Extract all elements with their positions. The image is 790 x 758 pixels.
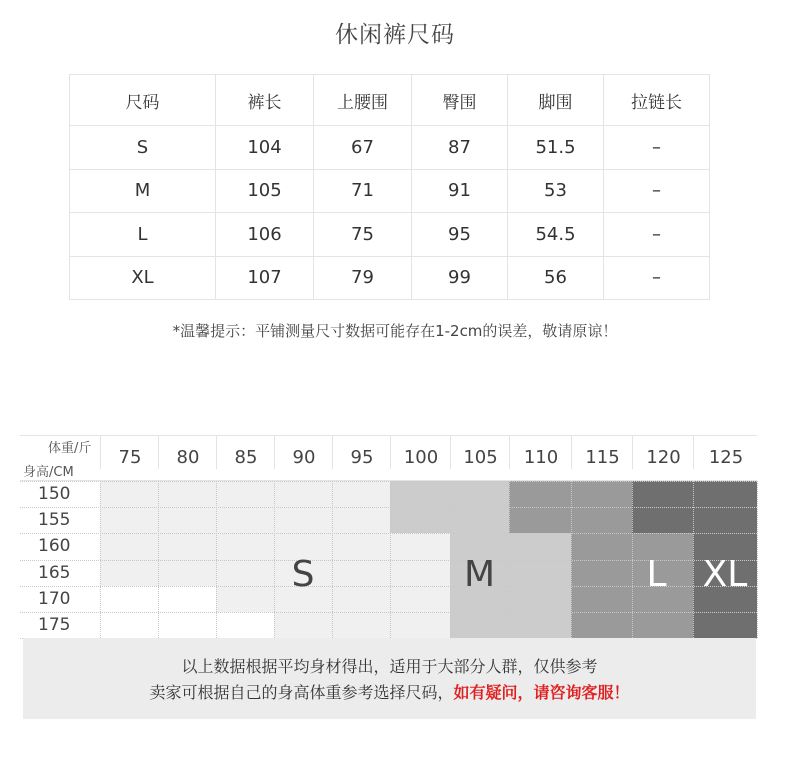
weight-header-95: 95 — [332, 435, 391, 469]
size-table — [69, 74, 710, 300]
table-cell: 95 — [412, 213, 508, 256]
size-label-m: M — [463, 554, 496, 595]
height-axis-label: 身高/CM — [23, 465, 74, 480]
header-waist: 上腰围 — [314, 75, 412, 126]
height-label-175: 175 — [38, 615, 71, 635]
table-cell: 79 — [314, 256, 412, 299]
table-cell: 91 — [412, 169, 508, 212]
table-cell: – — [604, 126, 710, 169]
advice-line-2-text: 卖家可根据自己的身高体重参考选择尺码， — [149, 683, 454, 702]
advice-line-1: 以上数据根据平均身材得出，适用于大部分人群，仅供参考 — [181, 657, 598, 676]
grid-line — [20, 507, 757, 508]
table-cell: 56 — [508, 256, 604, 299]
grid-line — [20, 533, 757, 534]
size-label-s: S — [291, 554, 315, 595]
advice-box — [23, 638, 756, 719]
weight-axis-label: 体重/斤 — [48, 441, 92, 456]
table-cell: M — [70, 169, 216, 212]
table-cell: 51.5 — [508, 126, 604, 169]
height-label-170: 170 — [38, 589, 71, 609]
weight-header-120: 120 — [632, 435, 694, 469]
weight-header-85: 85 — [216, 435, 275, 469]
header-length: 裤长 — [216, 75, 314, 126]
table-cell: 87 — [412, 126, 508, 169]
contact-service-text: 如有疑问，请咨询客服！ — [453, 683, 630, 702]
advice-line-2 — [23, 680, 756, 703]
size-table-header-row — [70, 75, 710, 126]
table-cell: 99 — [412, 256, 508, 299]
measurement-note: *温馨提示：平铺测量尺寸数据可能存在1-2cm的误差，敬请原谅！ — [172, 322, 618, 340]
size-label-xl: XL — [702, 554, 748, 595]
table-cell: 53 — [508, 169, 604, 212]
table-cell: L — [70, 213, 216, 256]
page-title: 休闲裤尺码 — [335, 22, 455, 48]
weight-header-90: 90 — [274, 435, 333, 469]
table-cell: 104 — [216, 126, 314, 169]
header-zipper: 拉链长 — [604, 75, 710, 126]
table-cell: 71 — [314, 169, 412, 212]
weight-header-105: 105 — [450, 435, 510, 469]
table-cell: 75 — [314, 213, 412, 256]
weight-header-110: 110 — [509, 435, 572, 469]
weight-header-115: 115 — [571, 435, 633, 469]
weight-header-80: 80 — [158, 435, 217, 469]
table-cell: – — [604, 256, 710, 299]
weight-header-75: 75 — [100, 435, 159, 469]
weight-header-125: 125 — [693, 435, 758, 469]
size-recommendation-chart — [20, 435, 757, 638]
height-label-155: 155 — [38, 510, 71, 530]
grid-line — [20, 481, 757, 482]
table-cell: – — [604, 169, 710, 212]
table-cell: 54.5 — [508, 213, 604, 256]
table-row — [70, 256, 710, 299]
height-label-165: 165 — [38, 563, 71, 583]
size-zone — [274, 612, 450, 638]
table-cell: 107 — [216, 256, 314, 299]
table-cell: 67 — [314, 126, 412, 169]
table-row — [70, 169, 710, 212]
table-cell: 106 — [216, 213, 314, 256]
table-cell: – — [604, 213, 710, 256]
weight-header-100: 100 — [390, 435, 451, 469]
table-cell: XL — [70, 256, 216, 299]
table-row — [70, 213, 710, 256]
table-cell: 105 — [216, 169, 314, 212]
height-label-160: 160 — [38, 536, 71, 556]
header-size: 尺码 — [70, 75, 216, 126]
table-row — [70, 126, 710, 169]
size-label-l: L — [646, 554, 667, 595]
height-label-150: 150 — [38, 484, 71, 504]
table-cell: S — [70, 126, 216, 169]
grid-line — [20, 612, 757, 613]
header-leg-opening: 脚围 — [508, 75, 604, 126]
header-hip: 臀围 — [412, 75, 508, 126]
